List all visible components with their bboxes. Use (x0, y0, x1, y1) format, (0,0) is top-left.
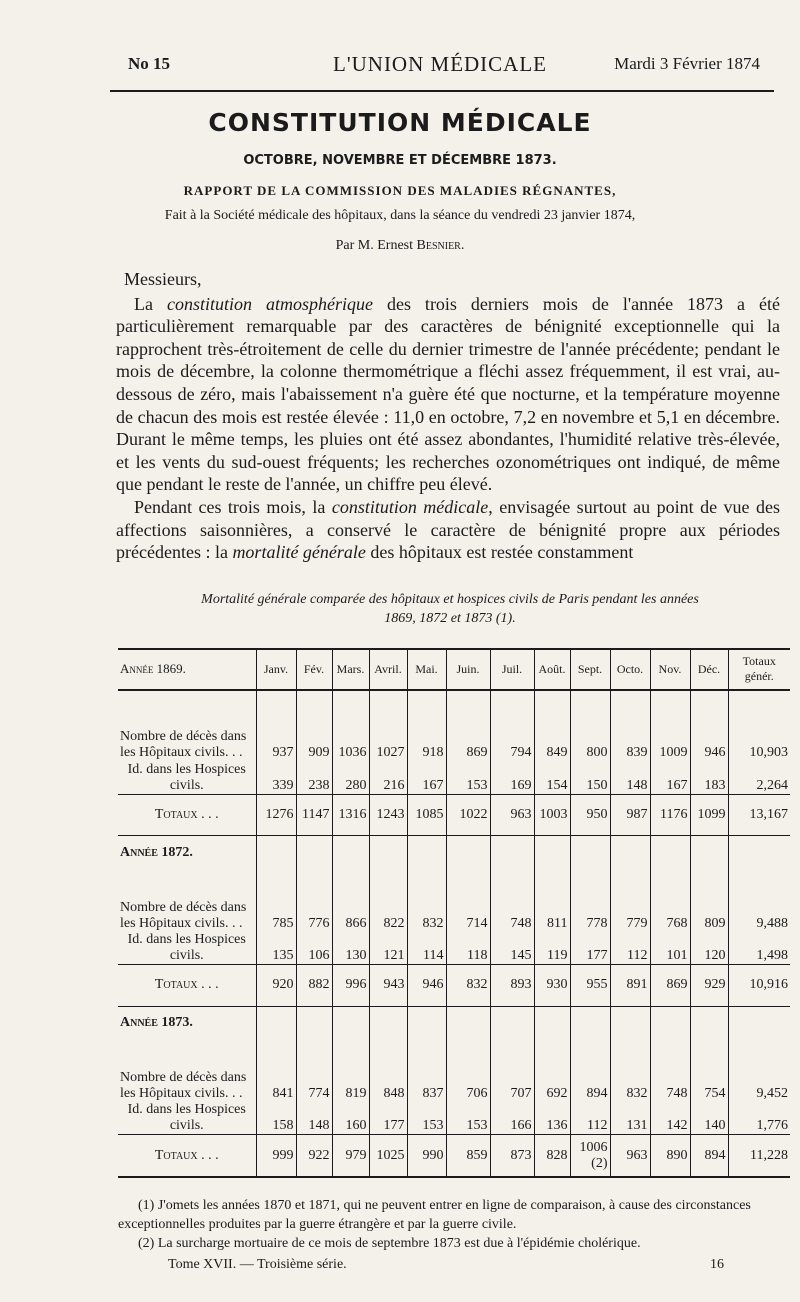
value-cell: 1,498 (728, 932, 790, 965)
value-cell: 785 (256, 861, 296, 932)
article-context: Fait à la Société médicale des hôpitaux, dans la séance du vendredi 23 janvier 1874, (164, 208, 636, 223)
empty-cell (490, 836, 534, 861)
value-cell: 996 (332, 965, 369, 1007)
value-cell: 142 (650, 1102, 690, 1135)
value-cell: 238 (296, 761, 332, 794)
article-period: OCTOBRE, NOVEMBRE ET DÉCEMBRE 1873. (243, 153, 557, 168)
totaux-row-label: Totaux . . . (118, 1135, 256, 1177)
year-header-1869: Année 1869. (118, 649, 256, 690)
value-cell: 946 (690, 690, 728, 762)
value-cell: 776 (296, 861, 332, 932)
value-cell: 894 (570, 1031, 610, 1102)
value-cell: 1176 (650, 794, 690, 836)
paragraph-1: La constitution atmosphérique des trois derniers mois de l'année 1873 a été particulièrement remarquable par des caractères de bénignité exceptionnelle qui la rapprochent très-étroitement de celle du dernier trimestre de l'année précédente; pendant le mois de décembre, la colonne thermométrique a fléchi assez fréquemment, il est vrai, au-dessous de zéro, mais l'abaissement n'a guère été que nocturne, et la température moyenne de chacun des mois est restée élevée : 11,0 en octobre, 7,2 en novembre et 5,1 en décembre. Durant le même temps, les pluies ont été assez abondantes, l'humidité relative très-élevée, et les vents du sud-ouest fréquents; les recherches ozonométriques ont indiqué, de même que pendant le reste de l'année, un chiffre peu élevé. (116, 293, 780, 495)
column-header: Juil. (490, 649, 534, 690)
column-header: Nov. (650, 649, 690, 690)
empty-cell (296, 1006, 332, 1031)
value-cell: 754 (690, 1031, 728, 1102)
value-cell: 963 (610, 1135, 650, 1177)
value-cell: 169 (490, 761, 534, 794)
value-cell: 1027 (369, 690, 407, 762)
column-header: Avril. (369, 649, 407, 690)
value-cell: 930 (534, 965, 570, 1007)
journal-title: L'UNION MÉDICALE (333, 52, 548, 76)
value-cell: 339 (256, 761, 296, 794)
value-cell: 131 (610, 1102, 650, 1135)
value-cell: 714 (446, 861, 490, 932)
column-header: Sept. (570, 649, 610, 690)
value-cell: 160 (332, 1102, 369, 1135)
hopitaux-row-label: Nombre de décès dans les Hôpitaux civils. . . (120, 729, 247, 761)
value-cell: 112 (570, 1102, 610, 1135)
empty-cell (407, 836, 446, 861)
value-cell: 216 (369, 761, 407, 794)
caption-line-1: Mortalité générale comparée des hôpitaux et hospices civils de Paris pendant les années (201, 592, 699, 607)
value-cell: 890 (650, 1135, 690, 1177)
value-cell: 748 (650, 1031, 690, 1102)
column-header: Fév. (296, 649, 332, 690)
value-cell: 280 (332, 761, 369, 794)
value-cell: 779 (610, 861, 650, 932)
empty-cell (534, 836, 570, 861)
totaux-row (118, 965, 790, 1007)
empty-cell (650, 1006, 690, 1031)
empty-cell (610, 836, 650, 861)
empty-cell (728, 836, 790, 861)
value-cell: 774 (296, 1031, 332, 1102)
value-cell: 811 (534, 861, 570, 932)
value-cell: 1276 (256, 794, 296, 836)
value-cell: 10,916 (728, 965, 790, 1007)
value-cell: 153 (446, 761, 490, 794)
column-header: Janv. (256, 649, 296, 690)
value-cell: 101 (650, 932, 690, 965)
value-cell: 849 (534, 690, 570, 762)
empty-cell (690, 1006, 728, 1031)
empty-cell (446, 836, 490, 861)
value-cell: 118 (446, 932, 490, 965)
value-cell: 177 (369, 1102, 407, 1135)
article-title: CONSTITUTION MÉDICALE (208, 108, 592, 137)
article-body (116, 268, 780, 564)
value-cell: 909 (296, 690, 332, 762)
value-cell: 692 (534, 1031, 570, 1102)
author-prefix: Par M. Ernest (335, 238, 417, 253)
value-cell: 153 (446, 1102, 490, 1135)
hospices-row-label: Id. dans les Hospices civils. (127, 1102, 246, 1134)
table-header-row (118, 649, 790, 690)
empty-cell (490, 1006, 534, 1031)
value-cell: 929 (690, 965, 728, 1007)
value-cell: 809 (690, 861, 728, 932)
article-author (0, 238, 800, 254)
empty-cell (256, 1006, 296, 1031)
empty-cell (332, 1006, 369, 1031)
empty-cell (570, 1006, 610, 1031)
hospices-row (118, 1102, 790, 1135)
volume-info: Tome XVII. — Troisième série. (168, 1257, 347, 1272)
value-cell: 148 (296, 1102, 332, 1135)
value-cell: 1,776 (728, 1102, 790, 1135)
value-cell: 869 (446, 690, 490, 762)
caption-line-2: 1869, 1872 et 1873 (1). (384, 611, 516, 626)
empty-cell (650, 836, 690, 861)
totaux-row-label: Totaux . . . (118, 794, 256, 836)
hospices-row (118, 761, 790, 794)
empty-cell (728, 1006, 790, 1031)
value-cell: 136 (534, 1102, 570, 1135)
column-header: Août. (534, 649, 570, 690)
value-cell: 828 (534, 1135, 570, 1177)
table-caption (110, 590, 790, 628)
hospices-row-label: Id. dans les Hospices civils. (127, 932, 246, 964)
value-cell: 794 (490, 690, 534, 762)
footnotes (118, 1196, 790, 1253)
value-cell: 987 (610, 794, 650, 836)
value-cell: 894 (690, 1135, 728, 1177)
value-cell: 943 (369, 965, 407, 1007)
value-cell: 154 (534, 761, 570, 794)
value-cell: 153 (407, 1102, 446, 1135)
value-cell: 1085 (407, 794, 446, 836)
value-cell: 150 (570, 761, 610, 794)
hopitaux-row-label: Nombre de décès dans les Hôpitaux civils. . . (120, 899, 247, 931)
footnote-1: (1) J'omets les années 1870 et 1871, qui ne peuvent entrer en ligne de comparaison, à cause des circonstances exceptionnelles produites par la guerre étrangère et par la guerre civile. (118, 1198, 751, 1232)
totaux-row-label: Totaux . . . (118, 965, 256, 1007)
value-cell: 112 (610, 932, 650, 965)
empty-cell (610, 1006, 650, 1031)
value-cell: 950 (570, 794, 610, 836)
value-cell: 963 (490, 794, 534, 836)
value-cell: 167 (407, 761, 446, 794)
value-cell: 707 (490, 1031, 534, 1102)
value-cell: 841 (256, 1031, 296, 1102)
empty-cell (369, 836, 407, 861)
year-row (118, 836, 790, 861)
hospices-row (118, 932, 790, 965)
page-number: 16 (710, 1257, 724, 1272)
value-cell: 848 (369, 1031, 407, 1102)
column-header: Totaux génér. (728, 649, 790, 690)
value-cell: 166 (490, 1102, 534, 1135)
column-header: Mars. (332, 649, 369, 690)
value-cell: 9,488 (728, 861, 790, 932)
value-cell: 979 (332, 1135, 369, 1177)
value-cell: 1099 (690, 794, 728, 836)
value-cell: 837 (407, 1031, 446, 1102)
column-header: Mai. (407, 649, 446, 690)
author-name: Besnier. (416, 238, 465, 253)
value-cell: 999 (256, 1135, 296, 1177)
year-label: Année 1872. (120, 844, 193, 860)
value-cell: 869 (650, 965, 690, 1007)
value-cell: 859 (446, 1135, 490, 1177)
value-cell: 778 (570, 861, 610, 932)
value-cell: 10,903 (728, 690, 790, 762)
value-cell: 135 (256, 932, 296, 965)
header-rule (110, 90, 774, 92)
value-cell: 822 (369, 861, 407, 932)
value-cell: 183 (690, 761, 728, 794)
value-cell: 839 (610, 690, 650, 762)
hopitaux-row (118, 690, 790, 762)
mortality-table (118, 648, 790, 1178)
salutation: Messieurs, (124, 269, 202, 289)
value-cell: 177 (570, 932, 610, 965)
value-cell: 748 (490, 861, 534, 932)
value-cell: 832 (610, 1031, 650, 1102)
value-cell: 119 (534, 932, 570, 965)
empty-cell (256, 836, 296, 861)
value-cell: 918 (407, 690, 446, 762)
value-cell: 937 (256, 690, 296, 762)
hospices-row-label: Id. dans les Hospices civils. (127, 761, 246, 793)
value-cell: 800 (570, 690, 610, 762)
value-cell: 1003 (534, 794, 570, 836)
empty-cell (296, 836, 332, 861)
value-cell: 140 (690, 1102, 728, 1135)
value-cell: 819 (332, 1031, 369, 1102)
year-label: Année 1873. (120, 1015, 193, 1031)
value-cell: 893 (490, 965, 534, 1007)
value-cell: 130 (332, 932, 369, 965)
totaux-row (118, 1135, 790, 1177)
value-cell: 1316 (332, 794, 369, 836)
value-cell: 9,452 (728, 1031, 790, 1102)
footnote-2: (2) La surcharge mortuaire de ce mois de septembre 1873 est due à l'épidémie cholérique. (138, 1236, 641, 1251)
value-cell: 106 (296, 932, 332, 965)
paragraph-2: Pendant ces trois mois, la constitution médicale, envisagée surtout au point de vue des affections saisonnières, a conservé le caractère de bénignité propre aux périodes précédentes : la mortalité générale des hôpitaux est restée constamment (116, 496, 780, 563)
value-cell: 120 (690, 932, 728, 965)
value-cell: 1147 (296, 794, 332, 836)
value-cell: 121 (369, 932, 407, 965)
value-cell: 920 (256, 965, 296, 1007)
value-cell: 145 (490, 932, 534, 965)
value-cell: 1243 (369, 794, 407, 836)
issue-number: No 15 (128, 54, 171, 73)
hopitaux-row-label: Nombre de décès dans les Hôpitaux civils. . . (120, 1069, 247, 1101)
value-cell: 114 (407, 932, 446, 965)
article-report: RAPPORT DE LA COMMISSION DES MALADIES RÉGNANTES, (183, 183, 617, 198)
year-row (118, 1006, 790, 1031)
page-header (128, 46, 764, 88)
value-cell: 922 (296, 1135, 332, 1177)
value-cell: 1022 (446, 794, 490, 836)
value-cell: 891 (610, 965, 650, 1007)
value-cell: 1009 (650, 690, 690, 762)
value-cell: 167 (650, 761, 690, 794)
value-cell: 1036 (332, 690, 369, 762)
totaux-row (118, 794, 790, 836)
value-cell: 158 (256, 1102, 296, 1135)
hopitaux-row (118, 861, 790, 932)
value-cell: 832 (407, 861, 446, 932)
value-cell: 148 (610, 761, 650, 794)
value-cell: 13,167 (728, 794, 790, 836)
value-cell: 768 (650, 861, 690, 932)
value-cell: 866 (332, 861, 369, 932)
column-header: Octo. (610, 649, 650, 690)
value-cell: 1025 (369, 1135, 407, 1177)
issue-date: Mardi 3 Février 1874 (614, 54, 760, 73)
empty-cell (369, 1006, 407, 1031)
value-cell: 832 (446, 965, 490, 1007)
value-cell: 990 (407, 1135, 446, 1177)
hopitaux-row (118, 1031, 790, 1102)
value-cell: 946 (407, 965, 446, 1007)
value-cell: 706 (446, 1031, 490, 1102)
empty-cell (446, 1006, 490, 1031)
empty-cell (570, 836, 610, 861)
empty-cell (332, 836, 369, 861)
value-cell: 882 (296, 965, 332, 1007)
value-cell: 2,264 (728, 761, 790, 794)
column-header: Juin. (446, 649, 490, 690)
column-header: Déc. (690, 649, 728, 690)
value-cell: 11,228 (728, 1135, 790, 1177)
value-cell: 1006 (2) (570, 1135, 610, 1177)
empty-cell (690, 836, 728, 861)
empty-cell (407, 1006, 446, 1031)
value-cell: 873 (490, 1135, 534, 1177)
empty-cell (534, 1006, 570, 1031)
value-cell: 955 (570, 965, 610, 1007)
